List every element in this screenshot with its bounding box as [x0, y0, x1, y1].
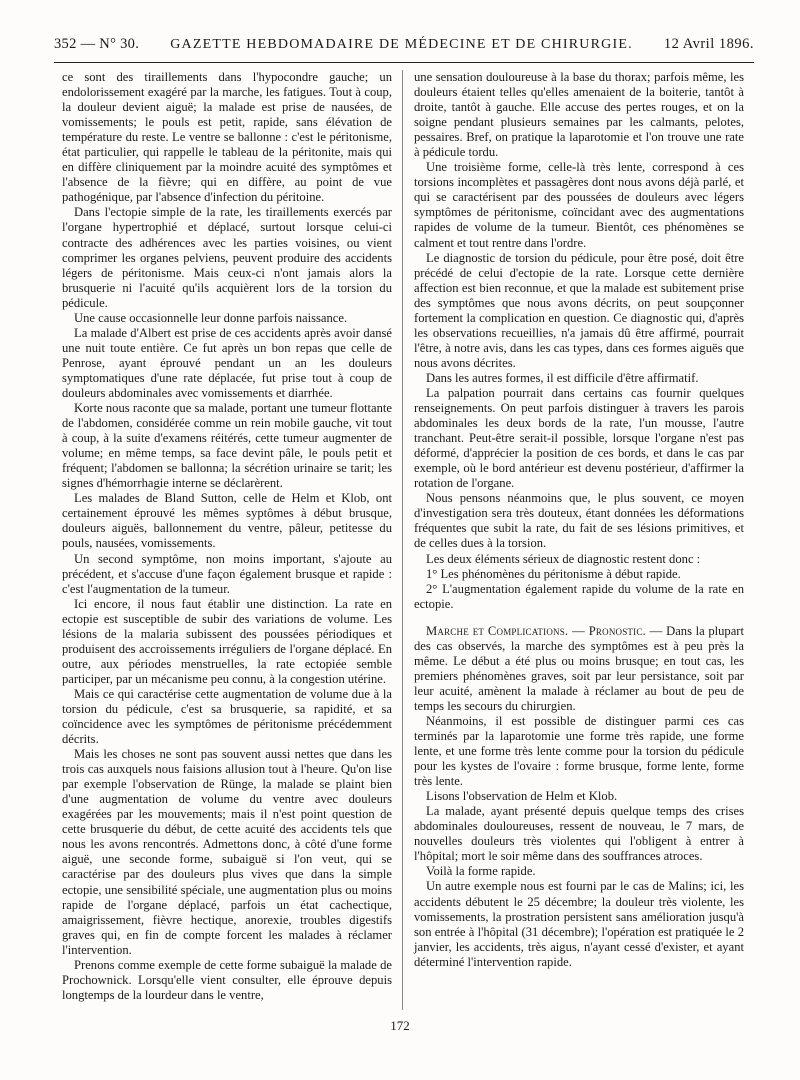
- paragraph: 1° Les phénomènes du péritonisme à début rapide.: [426, 566, 681, 581]
- paragraph: Dans l'ectopie simple de la rate, les tiraillements exercés par l'organe hypertrophié et déplacé, surtout lorsque celui-ci contracte des adhérences avec les parties voisines, ou vient comprimer les organes pelviens, peuvent produire des accidents légers de péritonisme. Mais ceux-ci n'ont jamais alors la brusquerie ni l'acuité qu'ils acquièrent lors de la torsion du pédicule.: [62, 205, 392, 310]
- column-divider: [402, 70, 403, 1010]
- paragraph: Mais ce qui caractérise cette augmentation de volume due à la torsion du pédicule, c'est sa brusquerie, sa rapidité, et sa coïncidence avec les symptômes de péritonisme précédemment décrits.: [62, 686, 392, 747]
- header-folio: 352 — N° 30.: [54, 36, 140, 52]
- paragraph: Une troisième forme, celle-là très lente, correspond à ces torsions incomplètes et passagères dont nous avons déjà parlé, et qui se caractérisent par des poussées de douleurs avec légers symptômes de péritonisme, coïncidant avec des augmentations rapides de volume de la tumeur. Bientôt, ces phénomènes se calment et tout rentre dans l'ordre.: [414, 160, 744, 250]
- paragraph: une sensation douloureuse à la base du thorax; parfois même, les douleurs étaient telles qu'elles amenaient de la boiterie, tantôt à droite, tantôt à gauche. Elle accuse des pertes rouges, et on la soigne pendant plusieurs semaines par les calmants, pelotes, pessaires. Bref, on pratique la laparotomie et l'on trouve une rate à pédicule tordu.: [414, 70, 744, 160]
- section-paragraph: [414, 624, 744, 714]
- paragraph: Dans les autres formes, il est difficile d'être affirmatif.: [426, 370, 699, 385]
- paragraph: Une cause occasionnelle leur donne parfois naissance.: [74, 310, 348, 325]
- running-header: [54, 36, 754, 58]
- paragraph: Korte nous raconte que sa malade, portant une tumeur flottante de l'abdomen, considérée comme un rein mobile gauche, vit tout à coup, à la suite d'examens réitérés, cette tumeur augmenter de volume; en même temps, sa face devint pâle, le pouls petit et fréquent; l'abdomen se ballonna; la sécrétion urinaire se tarit; les signes d'hémorrhagie interne se déclarèrent.: [62, 401, 392, 491]
- paragraph: Les deux éléments sérieux de diagnostic restent donc :: [426, 551, 701, 566]
- paragraph: Néanmoins, il est possible de distinguer parmi ces cas terminés par la laparotomie une forme très rapide, une forme lente, et une forme très lente comme pour la torsion du pédicule pour les kystes de l'ovaire : forme brusque, forme lente, forme très lente.: [414, 713, 744, 789]
- paragraph: 2° L'augmentation également rapide du volume de la rate en ectopie.: [414, 581, 744, 611]
- paragraph: La palpation pourrait dans certains cas fournir quelques renseignements. On peut parfois distinguer à travers les parois abdominales les deux bords de la rate, l'un mousse, l'autre tranchant. Peut-être serait-il possible, lorsque l'organe n'est pas déformé, d'apprécier la position de ces bords, et dans le cas par exemple, où le bord antérieur est devenu postérieur, d'affirmer la rotation de l'organe.: [414, 385, 744, 491]
- header-rule: [54, 62, 754, 63]
- paragraph: Un autre exemple nous est fourni par le cas de Malins; ici, les accidents débutent le 25 décembre; la douleur très violente, les vomissements, la prostration persistent sans amélioration jusqu'à son entrée à l'hôpital (31 décembre); l'opération est pratiquée le 2 janvier, les accidents, très aigus, n'ayant cessé d'exister, et ayant déterminé l'intervention rapide.: [414, 879, 744, 969]
- page-number: 172: [390, 1018, 410, 1033]
- issue-date: 12 Avril 1896.: [663, 36, 754, 52]
- paragraph: Prenons comme exemple de cette forme subaiguë la malade de Prochownick. Lorsqu'elle vient consulter, elle éprouve depuis longtemps de la lourdeur dans le ventre,: [62, 957, 392, 1002]
- paragraph: Lisons l'observation de Helm et Klob.: [426, 789, 618, 804]
- section-text: Dans la plupart des cas observés, la marche des symptômes est à peu près la même. Le début a été plus ou moins brusque; en tout cas, les premiers phénomènes graves, soit par leur persistance, soit par leur acuité, amènent la malade à réclamer au bout de peu de temps les secours du chirurgien.: [414, 623, 744, 713]
- left-column: [62, 70, 392, 1003]
- paragraph: Un second symptôme, non moins important, s'ajoute au précédent, et s'accuse d'une façon également brusque et rapide : c'est l'augmentation de la tumeur.: [62, 551, 392, 596]
- paragraph: ce sont des tiraillements dans l'hypocondre gauche; un endolorissement exagéré par la marche, les fatigues. Tout à coup, la douleur devient aiguë; la malade est prise de nausées, de vomissements; le pouls est petit, rapide, sans élévation de température du reste. Le ventre se ballonne : c'est le péritonisme, état particulier, qui rappelle le tableau de la péritonite, mais qui en diffère cliniquement par la moindre acuité des symptômes et l'absence de la fièvre; qui en diffère, au point de vue pathogénique, par l'absence d'infection du péritoine.: [62, 70, 392, 205]
- paragraph: Voilà la forme rapide.: [426, 864, 536, 879]
- paragraph: La malade d'Albert est prise de ces accidents après avoir dansé une nuit toute entière. Ce fut après un bon repas que celle de Penrose, ayant éprouvé pendant un an les douleurs symptomatiques d'une rate déplacée, fut prise tout à coup de douleurs abdominales avec vomissements et diarrhée.: [62, 325, 392, 400]
- right-column: [414, 70, 744, 970]
- paragraph: Nous pensons néanmoins que, le plus souvent, ce moyen d'investigation sera très douteux, étant données les déformations fréquentes que subit la rate, du fait de ses lésions primitives, et de celles dues à la torsion.: [414, 491, 744, 551]
- paragraph: La malade, ayant présenté depuis quelque temps des crises abdominales douloureuses, ressent de nouveau, le 7 mars, de nouvelles douleurs très violentes qui l'obligent à entrer à l'hôpital; mort le soir même dans des souffrances atroces.: [414, 804, 744, 864]
- paragraph: Ici encore, il nous faut établir une distinction. La rate en ectopie est susceptible de subir des variations de volume. Les lésions de la malaria subissent des poussées périodiques et produisent des accroissements irréguliers de l'organe déplacé. En outre, aux périodes menstruelles, la rate ectopiée semble participer, par un mécanisme peu connu, à la congestion utérine.: [62, 596, 392, 686]
- paragraph: Le diagnostic de torsion du pédicule, pour être posé, doit être précédé de celui d'ectopie de la rate. Lorsque cette dernière affection est bien reconnue, et que la malade est subitement prise des symptômes que nous avons décrits, on peut soupçonner fortement la complication en question. Ce diagnostic qui, d'après les observations recueillies, n'a jamais dû être affirmé, pourrait l'être, à notre avis, dans les cas types, dans ces formes aiguës que nous avons décrites.: [414, 250, 744, 370]
- section-heading: Marche et Complications. — Pronostic. —: [426, 623, 663, 638]
- paragraph: Les malades de Bland Sutton, celle de Helm et Klob, ont certainement éprouvé les mêmes syptômes à début brusque, douleurs aiguës, ballonnement du ventre, pâleur, petitesse du pouls, nausées, vomissements.: [62, 491, 392, 551]
- journal-title: GAZETTE HEBDOMADAIRE DE MÉDECINE ET DE CHIRURGIE.: [170, 37, 633, 52]
- paragraph: Mais les choses ne sont pas souvent aussi nettes que dans les trois cas auxquels nous faisions allusion tout à l'heure. Qu'on lise par exemple l'observation de Rünge, la malade se plaint bien d'une augmentation de volume du ventre avec douleurs exagérées par les mouvements; mais il n'est point question de cette brusquerie du début, de cette acuité des accidents tels que nous les avons rencontrés. Admettons donc, à côté d'une forme aiguë, une seconde forme, subaiguë si l'on veut, qui se caractérise par des douleurs plus vives que dans la simple ectopie, une sensibilité spéciale, une augmentation plus ou moins rapide de l'organe déplacé, parfois un état cachectique, amaigrissement, fièvre hectique, anorexie, troubles digestifs graves qui, en fin de compte forcent les malades à réclamer l'intervention.: [62, 747, 392, 957]
